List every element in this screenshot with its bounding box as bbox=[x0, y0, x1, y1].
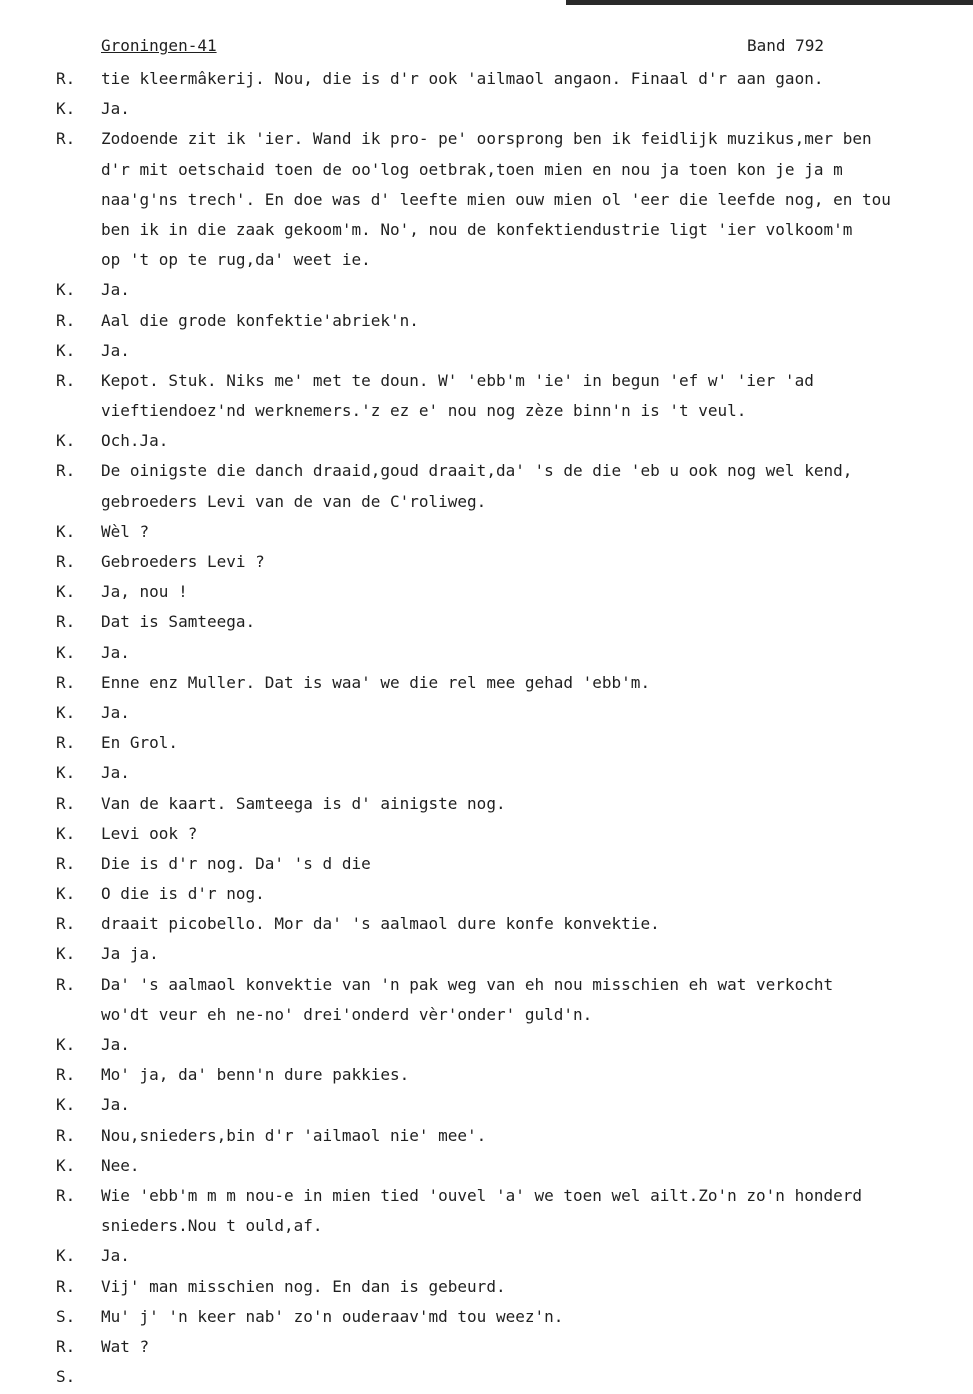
transcript-line bbox=[0, 1272, 973, 1302]
utterance-text: Van de kaart. Samteega is d' ainigste nog. bbox=[101, 793, 506, 813]
transcript-line bbox=[0, 336, 973, 366]
utterance-text: Ja, nou ! bbox=[101, 582, 188, 602]
speaker-label: R. bbox=[56, 974, 76, 994]
utterance-text: Ja. bbox=[101, 280, 130, 300]
utterance-text: d'r mit oetschaid toen de oo'log oetbrak,toen mien en nou ja toen kon je ja m bbox=[101, 159, 843, 179]
speaker-label: R. bbox=[56, 1276, 76, 1296]
transcript-line bbox=[0, 819, 973, 849]
transcript-line bbox=[0, 789, 973, 819]
utterance-text: Levi ook ? bbox=[101, 823, 198, 843]
transcript-line bbox=[0, 939, 973, 969]
utterance-text: Ja. bbox=[101, 702, 130, 722]
transcript-line bbox=[0, 64, 973, 94]
speaker-label: K. bbox=[56, 1155, 76, 1175]
utterance-text: Wèl ? bbox=[101, 521, 150, 541]
utterance-text: Aal die grode konfektie'abriek'n. bbox=[101, 310, 419, 330]
speaker-label: K. bbox=[56, 340, 76, 360]
utterance-text: Ja. bbox=[101, 1095, 130, 1115]
utterance-text: ben ik in die zaak gekoom'm. No', nou de konfektiendustrie ligt 'ier volkoom'm bbox=[101, 219, 853, 239]
utterance-text: Och.Ja. bbox=[101, 431, 169, 451]
utterance-text: Die is d'r nog. Da' 's d die bbox=[101, 853, 371, 873]
transcript-line bbox=[0, 1000, 973, 1030]
utterance-text: op 't op te rug,da' weet ie. bbox=[101, 250, 371, 270]
utterance-text: De oinigste die danch draaid,goud draait,da' 's de die 'eb u ook nog wel kend, bbox=[101, 461, 853, 481]
speaker-label: R. bbox=[56, 1185, 76, 1205]
transcript-line bbox=[0, 517, 973, 547]
transcript-line bbox=[0, 970, 973, 1000]
transcript-line bbox=[0, 879, 973, 909]
transcript-line bbox=[0, 728, 973, 758]
transcript-line bbox=[0, 1332, 973, 1362]
transcript-line bbox=[0, 94, 973, 124]
document-title: Groningen-41 bbox=[101, 36, 217, 55]
transcript-line bbox=[0, 849, 973, 879]
speaker-label: S. bbox=[56, 1306, 76, 1326]
transcript-line bbox=[0, 547, 973, 577]
utterance-text: Dat is Samteega. bbox=[101, 612, 256, 632]
utterance-text: Mu' j' 'n keer nab' zo'n ouderaav'md tou weez'n. bbox=[101, 1306, 564, 1326]
speaker-label: R. bbox=[56, 914, 76, 934]
utterance-text: wo'dt veur eh ne-no' drei'onderd vèr'onder' guld'n. bbox=[101, 1004, 593, 1024]
speaker-label: R. bbox=[56, 1125, 76, 1145]
transcript-line bbox=[0, 1302, 973, 1332]
transcript-line bbox=[0, 1121, 973, 1151]
transcript-line bbox=[0, 909, 973, 939]
speaker-label: K. bbox=[56, 642, 76, 662]
page-header bbox=[0, 36, 973, 62]
utterance-text: Ja ja. bbox=[101, 944, 159, 964]
transcript-line bbox=[0, 1362, 973, 1392]
utterance-text: Nou,snieders,bin d'r 'ailmaol nie' mee'. bbox=[101, 1125, 487, 1145]
transcript bbox=[0, 64, 973, 1392]
speaker-label: R. bbox=[56, 612, 76, 632]
transcript-line bbox=[0, 456, 973, 486]
transcript-line bbox=[0, 1241, 973, 1271]
transcript-line bbox=[0, 275, 973, 305]
speaker-label: K. bbox=[56, 884, 76, 904]
transcript-line bbox=[0, 758, 973, 788]
speaker-label: K. bbox=[56, 99, 76, 119]
utterance-text: Wie 'ebb'm m m nou-e in mien tied 'ouvel 'a' we toen wel ailt.Zo'n zo'n honderd bbox=[101, 1185, 862, 1205]
speaker-label: K. bbox=[56, 1095, 76, 1115]
utterance-text: Ja. bbox=[101, 340, 130, 360]
utterance-text: Ja. bbox=[101, 99, 130, 119]
speaker-label: R. bbox=[56, 1336, 76, 1356]
transcript-line bbox=[0, 607, 973, 637]
utterance-text: Kepot. Stuk. Niks me' met te doun. W' 'ebb'm 'ie' in begun 'ef w' 'ier 'ad bbox=[101, 370, 814, 390]
transcript-line bbox=[0, 185, 973, 215]
transcript-line bbox=[0, 306, 973, 336]
top-rule bbox=[566, 0, 973, 5]
speaker-label: K. bbox=[56, 823, 76, 843]
utterance-text: Mo' ja, da' benn'n dure pakkies. bbox=[101, 1065, 410, 1085]
transcript-line bbox=[0, 366, 973, 396]
transcript-line bbox=[0, 668, 973, 698]
utterance-text: Ja. bbox=[101, 763, 130, 783]
speaker-label: R. bbox=[56, 370, 76, 390]
utterance-text: Ja. bbox=[101, 1035, 130, 1054]
speaker-label: R. bbox=[56, 672, 76, 692]
speaker-label: R. bbox=[56, 552, 76, 571]
transcript-line bbox=[0, 1090, 973, 1120]
utterance-text: Ja. bbox=[101, 1246, 130, 1266]
speaker-label: R. bbox=[56, 461, 76, 481]
speaker-label: R. bbox=[56, 1065, 76, 1085]
speaker-label: R. bbox=[56, 853, 76, 873]
speaker-label: K. bbox=[56, 944, 76, 964]
transcript-line bbox=[0, 215, 973, 245]
speaker-label: K. bbox=[56, 431, 76, 451]
utterance-text: Vij' man misschien nog. En dan is gebeurd. bbox=[101, 1276, 506, 1296]
utterance-text: Zodoende zit ik 'ier. Wand ik pro- pe' oorsprong ben ik feidlijk muzikus,mer ben bbox=[101, 129, 872, 149]
transcript-line bbox=[0, 1030, 973, 1060]
speaker-label: K. bbox=[56, 1035, 76, 1054]
utterance-text: Wat ? bbox=[101, 1336, 150, 1356]
transcript-line bbox=[0, 155, 973, 185]
utterance-text: tie kleermâkerij. Nou, die is d'r ook 'ailmaol angaon. Finaal d'r aan gaon. bbox=[101, 69, 824, 88]
speaker-label: R. bbox=[56, 69, 76, 88]
transcript-line bbox=[0, 245, 973, 275]
speaker-label: R. bbox=[56, 310, 76, 330]
utterance-text: Da' 's aalmaol konvektie van 'n pak weg van eh nou misschien eh wat verkocht bbox=[101, 974, 834, 994]
speaker-label: K. bbox=[56, 1246, 76, 1266]
speaker-label: R. bbox=[56, 733, 76, 753]
transcript-line bbox=[0, 396, 973, 426]
utterance-text: En Grol. bbox=[101, 733, 179, 753]
utterance-text: Enne enz Muller. Dat is waa' we die rel mee gehad 'ebb'm. bbox=[101, 672, 651, 692]
transcript-line bbox=[0, 577, 973, 607]
transcript-line bbox=[0, 1181, 973, 1211]
utterance-text: Nee. bbox=[101, 1155, 140, 1175]
utterance-text: Ja. bbox=[101, 642, 130, 662]
transcript-line bbox=[0, 124, 973, 154]
utterance-text: snieders.Nou t ould,af. bbox=[101, 1216, 323, 1236]
transcript-line bbox=[0, 638, 973, 668]
speaker-label: K. bbox=[56, 521, 76, 541]
transcript-line bbox=[0, 1151, 973, 1181]
utterance-text: O die is d'r nog. bbox=[101, 884, 265, 904]
utterance-text: naa'g'ns trech'. En doe was d' leefte mien ouw mien ol 'eer die leefde nog, en tou bbox=[101, 189, 891, 209]
speaker-label: K. bbox=[56, 582, 76, 602]
speaker-label: R. bbox=[56, 793, 76, 813]
speaker-label: K. bbox=[56, 763, 76, 783]
transcript-line bbox=[0, 698, 973, 728]
transcript-line bbox=[0, 1211, 973, 1241]
speaker-label: R. bbox=[56, 129, 76, 149]
utterance-text: gebroeders Levi van de van de C'roliweg. bbox=[101, 491, 487, 511]
utterance-text: Gebroeders Levi ? bbox=[101, 552, 265, 571]
speaker-label: S. bbox=[56, 1367, 76, 1387]
utterance-text: vieftiendoez'nd werknemers.'z ez e' nou nog zèze binn'n is 't veul. bbox=[101, 401, 747, 421]
utterance-text: draait picobello. Mor da' 's aalmaol dure konfe konvektie. bbox=[101, 914, 660, 934]
band-number: Band 792 bbox=[747, 36, 825, 55]
speaker-label: K. bbox=[56, 702, 76, 722]
transcript-line bbox=[0, 487, 973, 517]
speaker-label: K. bbox=[56, 280, 76, 300]
transcript-line bbox=[0, 426, 973, 456]
transcript-line bbox=[0, 1060, 973, 1090]
